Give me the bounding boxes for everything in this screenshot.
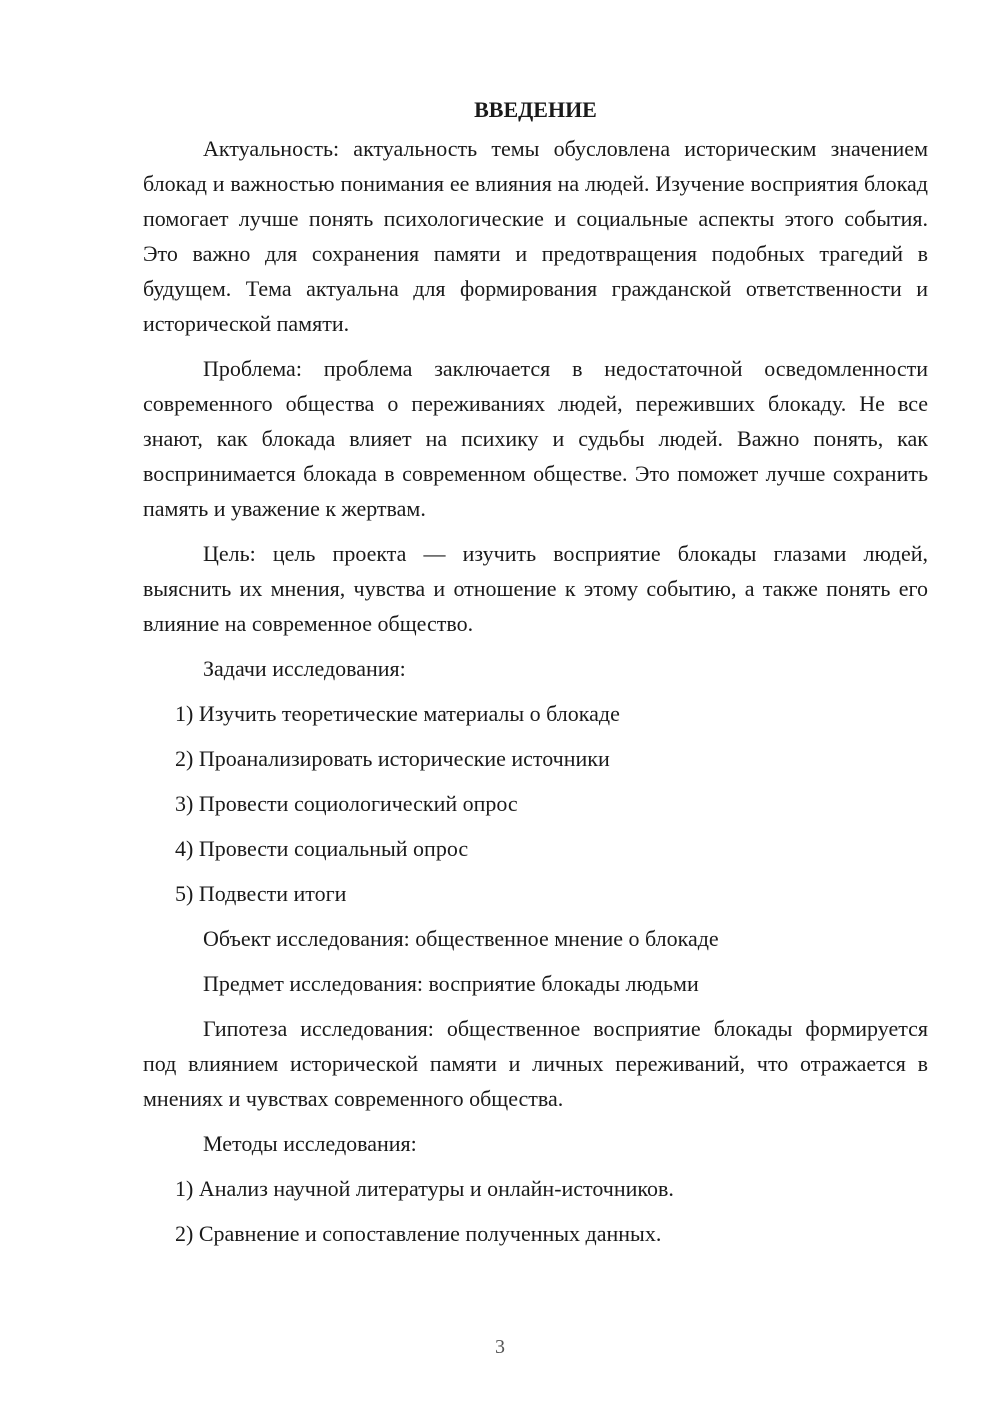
list-item: 1) Изучить теоретические материалы о блокаде (175, 701, 620, 726)
list-item: 5) Подвести итоги (175, 881, 347, 906)
tasks-list (143, 696, 928, 911)
list-item: 2) Сравнение и сопоставление полученных данных. (175, 1221, 662, 1246)
goal-paragraph: Цель: цель проекта — изучить восприятие блокады глазами людей, выяснить их мнения, чувства и отношение к этому событию, а также понять его влияние на современное общество. (143, 541, 928, 636)
list-item: 2) Проанализировать исторические источники (175, 746, 610, 771)
methods-list (143, 1171, 928, 1251)
methods-heading: Методы исследования: (203, 1131, 417, 1156)
list-item: 4) Провести социальный опрос (175, 836, 469, 861)
relevance-paragraph: Актуальность: актуальность темы обусловлена историческим значением блокад и важностью понимания ее влияния на людей. Изучение восприятия блокад помогает лучше понять психологические и социальные аспекты этого события. Это важно для сохранения памяти и предотвращения подобных трагедий в будущем. Тема актуальна для формирования гражданской ответственности и исторической памяти. (143, 136, 928, 336)
page-title: ВВЕДЕНИЕ (474, 97, 597, 122)
tasks-heading: Задачи исследования: (203, 656, 406, 681)
hypothesis-paragraph: Гипотеза исследования: общественное восприятие блокады формируется под влиянием исторической памяти и личных переживаний, что отражается в мнениях и чувствах современного общества. (143, 1016, 928, 1111)
problem-paragraph: Проблема: проблема заключается в недостаточной осведомленности современного общества о переживаниях людей, переживших блокаду. Не все знают, как блокада влияет на психику и судьбы людей. Важно понять, как воспринимается блокада в современном обществе. Это поможет лучше сохранить память и уважение к жертвам. (143, 356, 928, 521)
list-item: 1) Анализ научной литературы и онлайн-источников. (175, 1176, 674, 1201)
list-item: 3) Провести социологический опрос (175, 791, 518, 816)
page-number: 3 (495, 1336, 505, 1358)
subject-line: Предмет исследования: восприятие блокады людьми (203, 971, 699, 996)
object-line: Объект исследования: общественное мнение о блокаде (203, 926, 719, 951)
document-page (143, 92, 928, 1261)
